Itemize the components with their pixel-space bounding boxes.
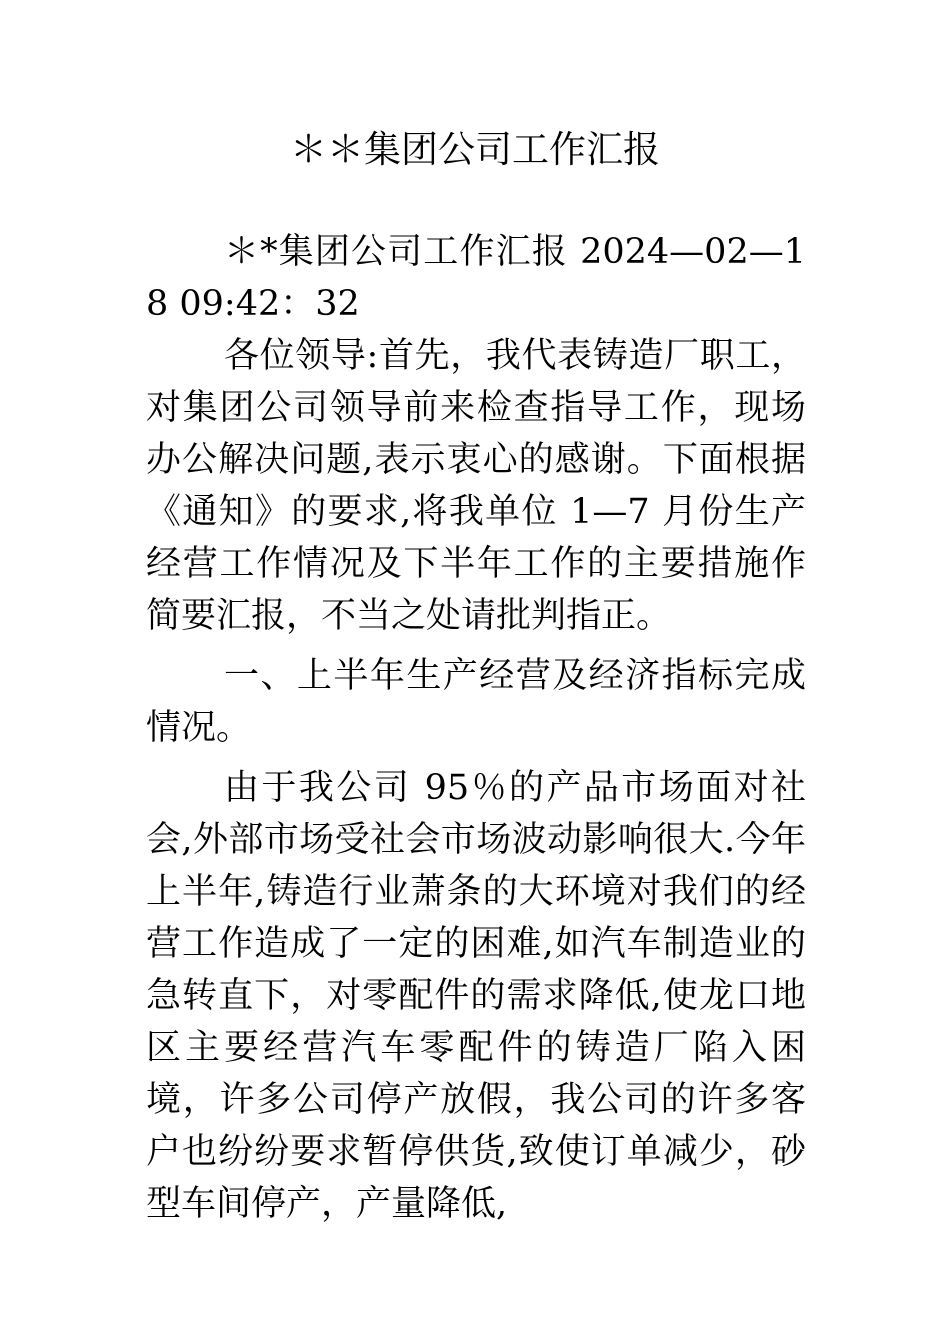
opening-paragraph: 各位领导:首先，我代表铸造厂职工，对集团公司领导前来检查指导工作，现场办公解决问题,表示衷心的感谢。下面根据《通知》的要求,将我单位 1—7 月份生产经营工作情况及下半年工作的主要措施作简要汇报，不当之处请批判指正。 bbox=[146, 336, 806, 636]
document-title: ＊＊集团公司工作汇报 bbox=[290, 128, 660, 171]
section-heading-1: 一、上半年生产经营及经济指标完成情况。 bbox=[146, 656, 806, 748]
section-1-paragraph: 由于我公司 95％的产品市场面对社会,外部市场受社会市场波动影响很大.今年上半年,铸造行业萧条的大环境对我们的经营工作造成了一定的困难,如汽车制造业的急转直下，对零配件的需求降低,使龙口地区主要经营汽车零配件的铸造厂陷入困境，许多公司停产放假，我公司的许多客户也纷纷要求暂停供货,致使订单减少，砂型车间停产，产量降低, bbox=[146, 768, 806, 1224]
report-header-line: ＊*集团公司工作汇报 2024—02—18 09:42：32 bbox=[146, 232, 806, 324]
document-body bbox=[146, 226, 806, 1230]
